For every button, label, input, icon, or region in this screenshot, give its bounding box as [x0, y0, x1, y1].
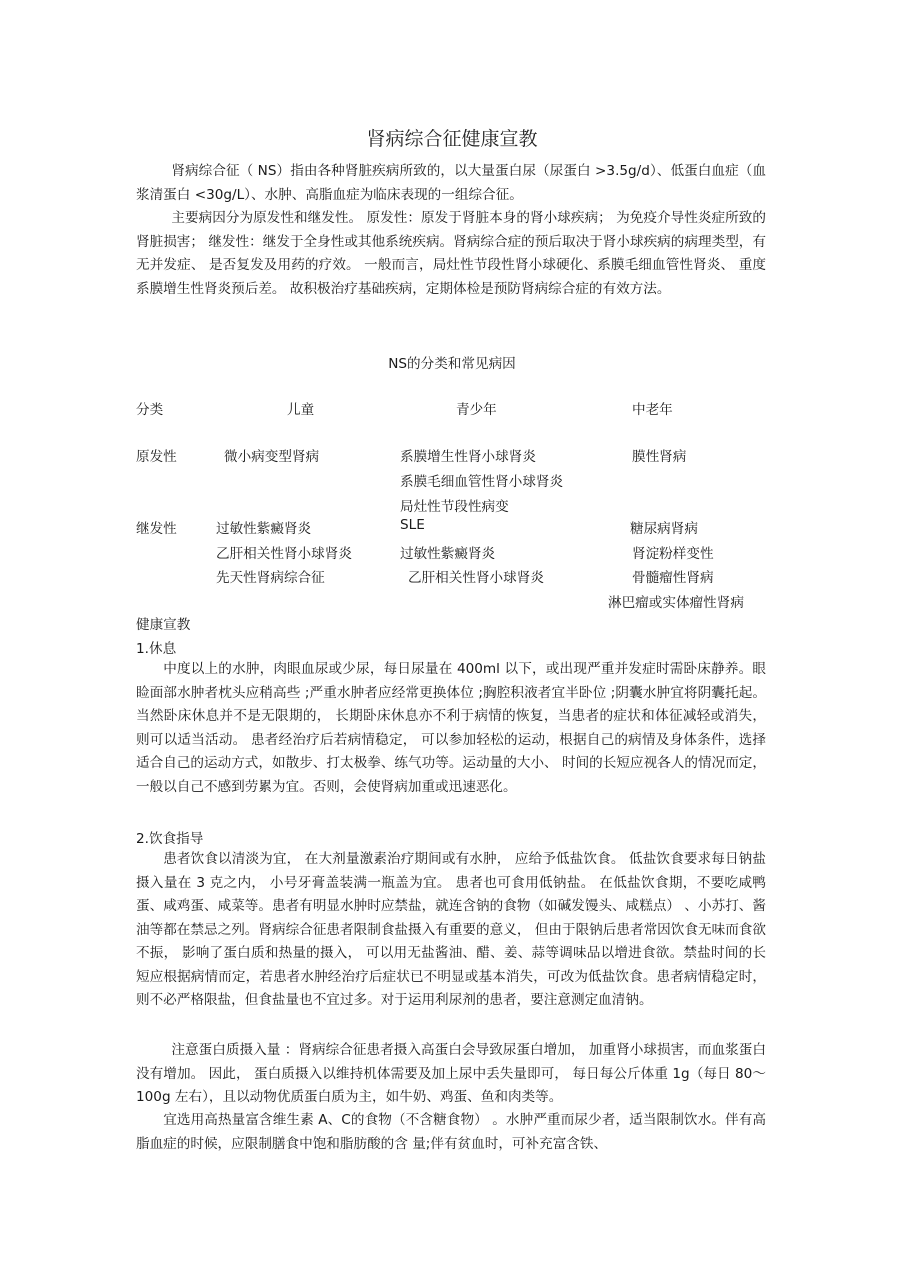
intro-paragraph: 肾病综合征（ NS）指由各种肾脏疾病所致的，以大量蛋白尿（尿蛋白 >3.5g/d）、低蛋白血症（血浆清蛋白 <30g/L）、水肿、高脂血症为临床表现的一组综合征。	[136, 163, 766, 203]
causes-paragraph: 主要病因分为原发性和继发性。 原发性：原发于肾脏本身的肾小球疾病； 为免疫介导性炎症所致的肾脏损害； 继发性：继发于全身性或其他系统疾病。肾病综合症的预后取决于肾小球疾病的病理类型，有无并发症、 是否复发及用药的疗效。 一般而言，局灶性节段性肾小球硬化、系膜毛细血管性肾炎、 重度系膜增生性肾炎预后差。 故积极治疗基础疾病，定期体检是预防肾病综合症的有效方法。	[136, 210, 766, 297]
secondary-elder-1: 糖尿病肾病	[630, 521, 698, 537]
section-heading: 健康宣教	[136, 617, 191, 633]
diet-paragraph-2: 注意蛋白质摄入量 ：肾病综合征患者摄入高蛋白会导致尿蛋白增加， 加重肾小球损害，而血浆蛋白没有增加。 因此， 蛋白质摄入以维持机体需要及加上尿中丢失量即可， 每日每公斤体重 1g（每日 80～100g 左右），且以动物优质蛋白质为主，如牛奶、鸡蛋、鱼和肉类等。	[136, 1042, 766, 1105]
secondary-elder-3: 骨髓瘤性肾病	[632, 570, 714, 586]
secondary-elder-4: 淋巴瘤或实体瘤性肾病	[608, 595, 744, 611]
secondary-youth-3: 乙肝相关性肾小球肾炎	[408, 570, 544, 586]
diet-paragraph-1: 患者饮食以清淡为宜， 在大剂量激素治疗期间或有水肿， 应给予低盐饮食。 低盐饮食要求每日钠盐摄入量在 3 克之内， 小号牙膏盖装满一瓶盖为宜。 患者也可食用低钠盐。 在低盐饮食期，不要吃咸鸭蛋、咸鸡蛋、咸菜等。患者有明显水肿时应禁盐，就连含钠的食物（如碱发馒头、咸糕点） 、小苏打、酱油等都在禁忌之列。肾病综合征患者限制食盐摄入有重要的意义， 但由于限钠后患者常因饮食无味而食欲不振， 影响了蛋白质和热量的摄入， 可以用无盐酱油、醋、姜、蒜等调味品以增进食欲。禁盐时间的长短应根据病情而定，若患者水肿经治疗后症状已不明显或基本消失，可改为低盐饮食。患者病情稳定时，则不必严格限盐，但食盐量也不宜过多。对于运用利尿剂的患者，要注意测定血清钠。	[136, 851, 766, 1008]
primary-youth-3: 局灶性节段性病变	[400, 499, 509, 515]
rest-paragraph: 中度以上的水肿，肉眼血尿或少尿，每日尿量在 400ml 以下，或出现严重并发症时需卧床静养。眼睑面部水肿者枕头应稍高些 ;严重水肿者应经常更换体位 ;胸腔积液者宜半卧位 ;阴囊水肿宜将阴囊托起。 当然卧床休息并不是无限期的， 长期卧床休息亦不利于病情的恢复，当患者的症状和体征减轻或消失， 则可以适当活动。 患者经治疗后若病情稳定， 可以参加轻松的运动，根据自己的病情及身体条件，选择适合自己的运动方式，如散步、打太极拳、练气功等。运动量的大小、 时间的长短应视各人的情况而定，一般以自己不感到劳累为宜。否则，会使肾病加重或迅速恶化。	[136, 661, 766, 795]
primary-elder: 膜性肾病	[632, 449, 687, 465]
header-category: 分类	[136, 402, 164, 418]
diet-heading: 2.饮食指导	[136, 831, 204, 847]
secondary-youth-1: SLE	[400, 517, 425, 533]
primary-youth-1: 系膜增生性肾小球肾炎	[400, 449, 536, 465]
header-youth: 青少年	[456, 402, 497, 418]
secondary-child-1: 过敏性紫癜肾炎	[216, 521, 312, 537]
secondary-label: 继发性	[136, 521, 177, 537]
secondary-child-3: 先天性肾病综合征	[216, 570, 325, 586]
table-caption: NS的分类和常见病因	[388, 356, 516, 372]
header-elder: 中老年	[632, 402, 673, 418]
header-child: 儿童	[287, 402, 315, 418]
secondary-elder-2: 肾淀粉样变性	[632, 546, 714, 562]
rest-heading: 1.休息	[136, 641, 177, 657]
primary-label: 原发性	[136, 449, 177, 465]
primary-youth-2: 系膜毛细血管性肾小球肾炎	[400, 474, 564, 490]
document-title: 肾病综合征健康宣教	[366, 128, 538, 150]
primary-child: 微小病变型肾病	[224, 449, 320, 465]
diet-paragraph-3: 宜选用高热量富含维生素 A、C的食物（不含糖食物） 。水肿严重而尿少者，适当限制饮水。伴有高脂血症的时候，应限制膳食中饱和脂肪酸的含 量;伴有贫血时，可补充富含铁、	[136, 1112, 766, 1152]
secondary-youth-2: 过敏性紫癜肾炎	[400, 546, 496, 562]
secondary-child-2: 乙肝相关性肾小球肾炎	[216, 546, 352, 562]
